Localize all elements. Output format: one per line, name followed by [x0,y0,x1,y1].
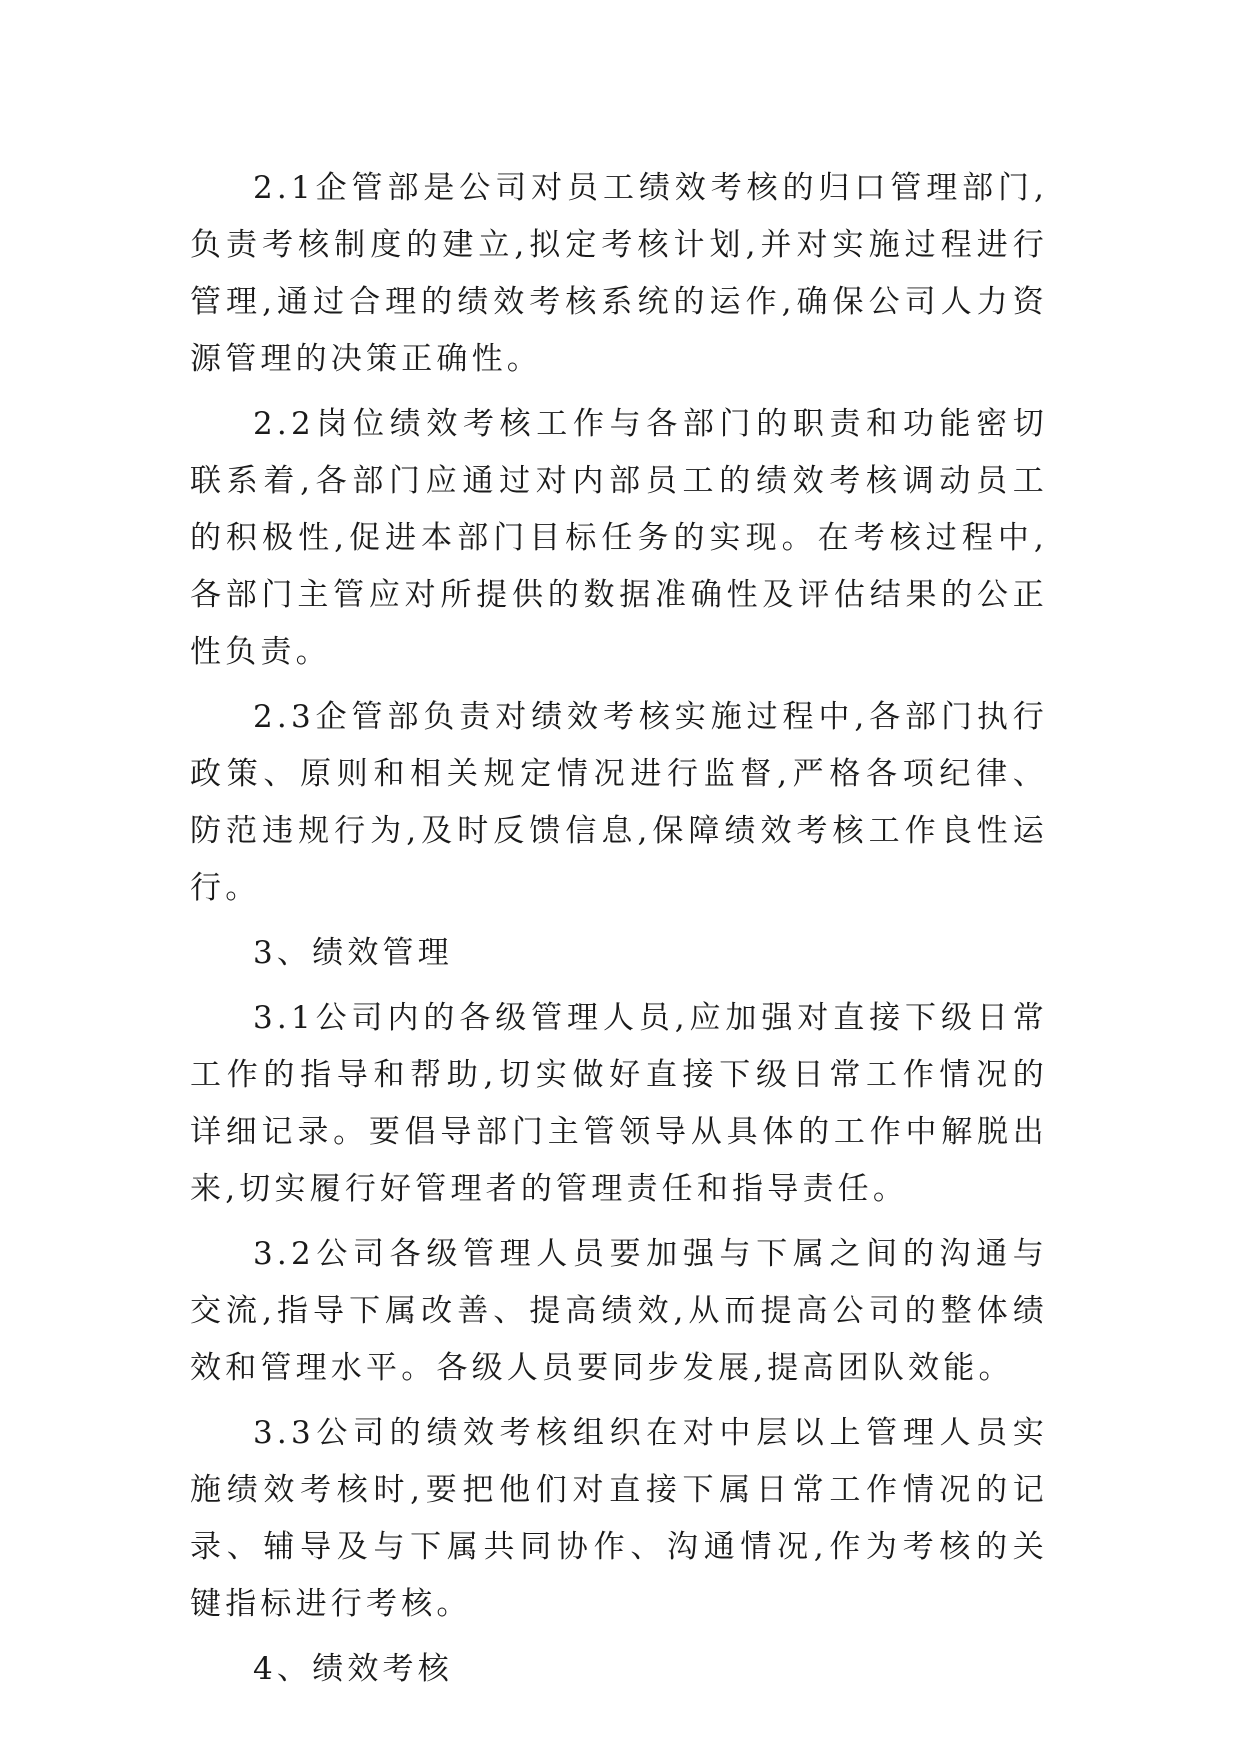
paragraph-2-3: 2.3企管部负责对绩效考核实施过程中,各部门执行政策、原则和相关规定情况进行监督,严格各项纪律、防范违规行为,及时反馈信息,保障绩效考核工作良性运行。 [190,699,1048,906]
document-body [190,160,1048,1706]
paragraph-2-2: 2.2岗位绩效考核工作与各部门的职责和功能密切联系着,各部门应通过对内部员工的绩效考核调动员工的积极性,促进本部门目标任务的实现。在考核过程中,各部门主管应对所提供的数据准确性及评估结果的公正性负责。 [190,406,1048,670]
paragraph-2-1: 2.1企管部是公司对员工绩效考核的归口管理部门,负责考核制度的建立,拟定考核计划,并对实施过程进行管理,通过合理的绩效考核系统的运作,确保公司人力资源管理的决策正确性。 [190,170,1048,377]
section-heading-4: 4、绩效考核 [253,1651,453,1687]
paragraph-3-2: 3.2公司各级管理人员要加强与下属之间的沟通与交流,指导下属改善、提高绩效,从而提高公司的整体绩效和管理水平。各级人员要同步发展,提高团队效能。 [190,1236,1048,1386]
paragraph-3-3: 3.3公司的绩效考核组织在对中层以上管理人员实施绩效考核时,要把他们对直接下属日常工作情况的记录、辅导及与下属共同协作、沟通情况,作为考核的关键指标进行考核。 [190,1415,1048,1622]
paragraph-3-1: 3.1公司内的各级管理人员,应加强对直接下级日常工作的指导和帮助,切实做好直接下级日常工作情况的详细记录。要倡导部门主管领导从具体的工作中解脱出来,切实履行好管理者的管理责任和指导责任。 [190,1000,1048,1207]
section-heading-3: 3、绩效管理 [253,935,453,971]
